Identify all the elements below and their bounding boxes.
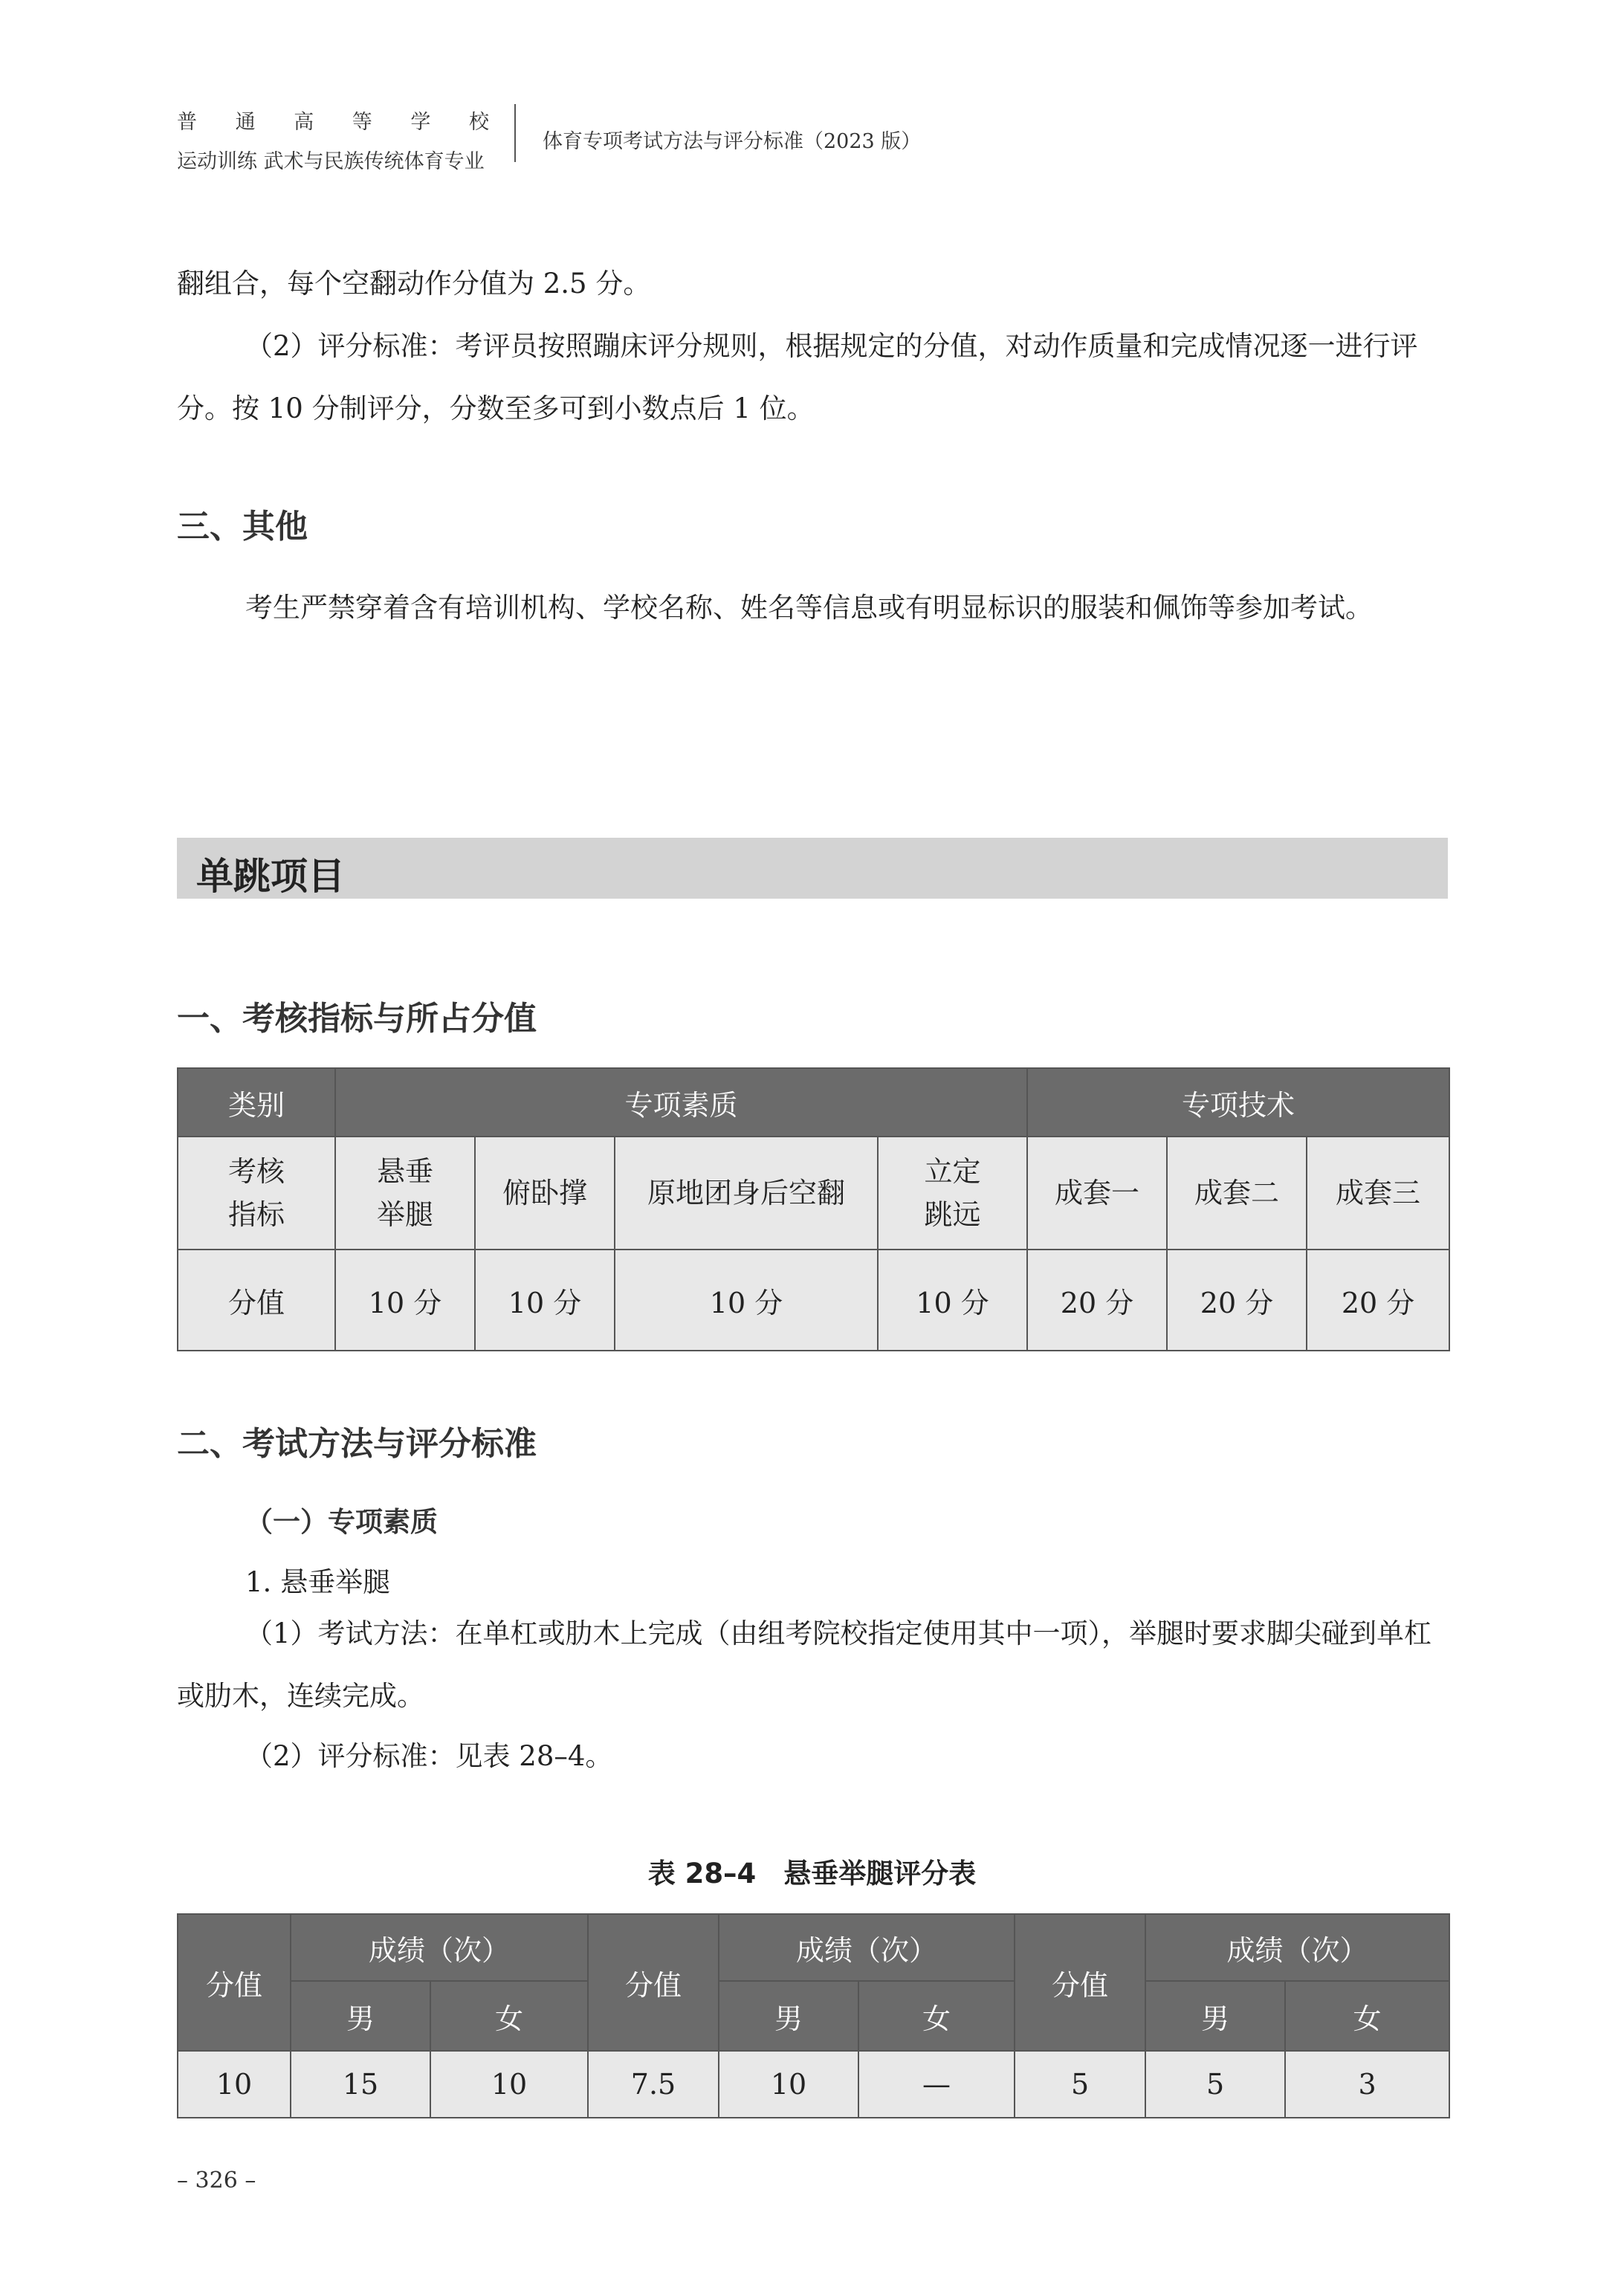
header-cell-result: 成绩（次） (1145, 1914, 1449, 1981)
paragraph-test-method: （1）考试方法：在单杠或肋木上完成（由组考院校指定使用其中一项），举腿时要求脚尖碰到单杠或肋木，连续完成。 (177, 1617, 1432, 1712)
table-subheader-row (178, 1981, 1449, 2051)
header-cell-female: 女 (1285, 1981, 1449, 2051)
subheading-special-quality: （一）专项素质 (245, 1506, 438, 1538)
table-cell: 原地团身后空翻 (615, 1137, 878, 1250)
header-cell-male: 男 (291, 1981, 430, 2051)
table-cell: 立定 跳远 (878, 1137, 1027, 1250)
table-row-index (178, 1137, 1449, 1250)
table-cell: 成套二 (1167, 1137, 1307, 1250)
header-cell-result: 成绩（次） (719, 1914, 1015, 1981)
header-cell-score: 分值 (178, 1914, 291, 2051)
heading-methods: 二、考试方法与评分标准 (177, 1425, 537, 1463)
table-cell: 10 (430, 2051, 588, 2118)
header-char: 通 (235, 111, 256, 134)
table-cell: 5 (1015, 2051, 1145, 2118)
header-cell-male: 男 (719, 1981, 858, 2051)
paragraph-continuation: 翻组合，每个空翻动作分值为 2.5 分。 (177, 268, 651, 300)
table-cell: 10 分 (615, 1250, 878, 1351)
page-number: – 326 – (177, 2168, 256, 2194)
table-cell: 20 分 (1027, 1250, 1167, 1351)
table-cell: 15 (291, 2051, 430, 2118)
header-book-title: 体育专项考试方法与评分标准（2023 版） (543, 130, 922, 153)
table-row (178, 2051, 1449, 2118)
item-hanging-leg-raise: 1. 悬垂举腿 (245, 1566, 391, 1598)
header-char: 学 (410, 111, 431, 134)
header-cell-result: 成绩（次） (291, 1914, 588, 1981)
header-cell-category: 类别 (178, 1068, 335, 1137)
table-cell: 10 分 (878, 1250, 1027, 1351)
table-cell: 7.5 (588, 2051, 719, 2118)
running-header-left (177, 106, 489, 174)
header-char: 普 (177, 111, 197, 134)
table-cell: 20 分 (1307, 1250, 1449, 1351)
header-school-type (177, 106, 489, 135)
table-cell: 20 分 (1167, 1250, 1307, 1351)
header-cell-technique: 专项技术 (1027, 1068, 1449, 1137)
paragraph-dress-rule: 考生严禁穿着含有培训机构、学校名称、姓名等信息或有明显标识的服装和佩饰等参加考试。 (245, 592, 1373, 624)
table-header-row (178, 1914, 1449, 1981)
heading-other: 三、其他 (177, 508, 308, 546)
table-cell: — (858, 2051, 1015, 2118)
header-cell-male: 男 (1145, 1981, 1285, 2051)
index-score-table (177, 1067, 1450, 1351)
row-label-score: 分值 (178, 1250, 335, 1351)
header-cell-quality: 专项素质 (335, 1068, 1027, 1137)
header-char: 等 (352, 111, 372, 134)
header-char: 高 (294, 111, 314, 134)
row-label-index: 考核 指标 (178, 1137, 335, 1250)
leg-raise-score-table (177, 1913, 1450, 2118)
section-title: 单跳项目 (196, 855, 345, 898)
paragraph-score-ref: （2）评分标准：见表 28–4。 (245, 1740, 613, 1772)
table-cell: 10 (719, 2051, 858, 2118)
table-cell: 成套三 (1307, 1137, 1449, 1250)
header-cell-female: 女 (430, 1981, 588, 2051)
header-cell-score: 分值 (1015, 1914, 1145, 2051)
table-cell: 悬垂 举腿 (335, 1137, 475, 1250)
table-caption: 表 28–4 悬垂举腿评分表 (647, 1858, 977, 1890)
table-cell: 10 分 (475, 1250, 615, 1351)
table-row-score (178, 1250, 1449, 1351)
header-cell-score: 分值 (588, 1914, 719, 2051)
table-cell: 成套一 (1027, 1137, 1167, 1250)
table-cell: 3 (1285, 2051, 1449, 2118)
paragraph-scoring-standard: （2）评分标准：考评员按照蹦床评分规则，根据规定的分值，对动作质量和完成情况逐一进行评分。按 10 分制评分，分数至多可到小数点后 1 位。 (177, 330, 1418, 424)
header-cell-female: 女 (858, 1981, 1015, 2051)
header-major: 运动训练 武术与民族传统体育专业 (177, 150, 485, 173)
section-banner (177, 838, 1448, 899)
heading-index-scores: 一、考核指标与所占分值 (177, 1000, 537, 1038)
table-cell: 10 (178, 2051, 291, 2118)
header-divider (514, 104, 516, 162)
table-header-row (178, 1068, 1449, 1137)
header-char: 校 (468, 111, 489, 134)
table-cell: 俯卧撑 (475, 1137, 615, 1250)
table-cell: 5 (1145, 2051, 1285, 2118)
table-cell: 10 分 (335, 1250, 475, 1351)
